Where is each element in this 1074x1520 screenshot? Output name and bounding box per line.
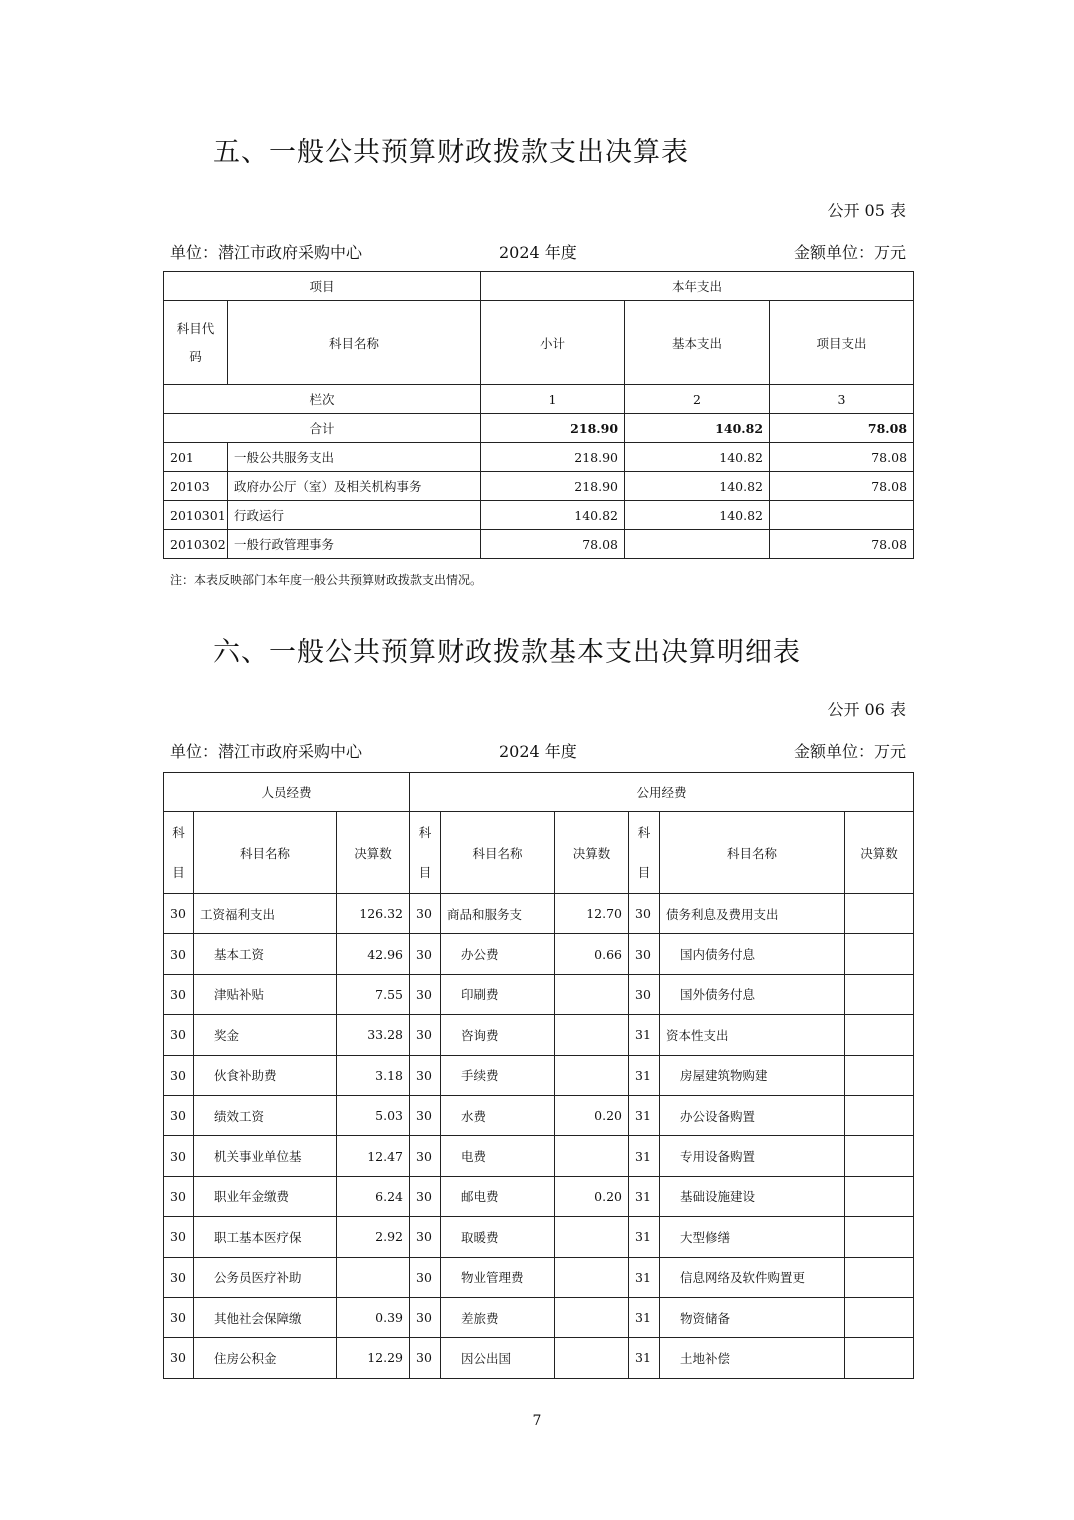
project-value [770,501,914,530]
header-subtotal: 小计 [481,301,625,385]
subject-name: 一般行政管理事务 [228,530,481,559]
amount-value [845,1257,914,1297]
subject-code: 30 [410,1297,441,1337]
subject-code: 30 [164,1297,194,1337]
column-index-3: 3 [770,385,914,414]
amount-value: 3.18 [337,1055,410,1095]
section5-year: 2024 年度 [499,243,577,262]
subject-code: 30 [410,1217,441,1257]
subject-code: 30 [410,1015,441,1055]
total-project: 78.08 [770,414,914,443]
amount-value: 0.20 [555,1176,629,1216]
subject-name: 商品和服务支 [441,894,555,934]
section6-amount-unit: 金额单位：万元 [793,742,906,761]
subject-name: 物资储备 [660,1297,845,1337]
amount-value: 126.32 [337,894,410,934]
subject-code: 2010301 [164,501,228,530]
amount-value [845,974,914,1014]
subject-code: 31 [629,1217,660,1257]
subject-name: 大型修缮 [660,1217,845,1257]
subject-name: 奖金 [194,1015,337,1055]
subject-code: 30 [410,894,441,934]
subject-name: 差旅费 [441,1297,555,1337]
subject-name: 信息网络及软件购置更 [660,1257,845,1297]
subtotal-value: 78.08 [481,530,625,559]
header-name: 科目名称 [441,812,555,894]
subject-name: 政府办公厅（室）及相关机构事务 [228,472,481,501]
amount-value [555,1217,629,1257]
header-name: 科目名称 [660,812,845,894]
subject-name: 伙食补助费 [194,1055,337,1095]
header-name: 科目名称 [228,301,481,385]
subject-name: 债务利息及费用支出 [660,894,845,934]
header-code: 科目代码 [164,301,228,385]
amount-value: 0.20 [555,1095,629,1135]
table-row [164,1257,914,1297]
subject-name: 职工基本医疗保 [194,1217,337,1257]
amount-value: 12.70 [555,894,629,934]
subject-name: 工资福利支出 [194,894,337,934]
section5-title: 五、一般公共预算财政拨款支出决算表 [213,137,689,168]
project-value: 78.08 [770,530,914,559]
subject-code: 20103 [164,472,228,501]
amount-value: 12.47 [337,1136,410,1176]
subject-name: 水费 [441,1095,555,1135]
subject-code: 30 [164,894,194,934]
header-basic: 基本支出 [625,301,770,385]
subject-name: 办公费 [441,934,555,974]
amount-value [845,1136,914,1176]
subject-code: 30 [164,1176,194,1216]
table-row [164,1297,914,1337]
project-value: 78.08 [770,443,914,472]
basic-value: 140.82 [625,443,770,472]
amount-value [555,1338,629,1378]
subject-name: 国内债务付息 [660,934,845,974]
project-value: 78.08 [770,472,914,501]
amount-value [845,1055,914,1095]
table-row [164,1338,914,1378]
header-amount: 决算数 [555,812,629,894]
subject-name: 房屋建筑物购建 [660,1055,845,1095]
subject-name: 专用设备购置 [660,1136,845,1176]
header-subject: 科 目 [410,812,441,894]
subject-code: 30 [164,1217,194,1257]
amount-value [845,934,914,974]
total-subtotal: 218.90 [481,414,625,443]
header-name: 科目名称 [194,812,337,894]
table-row [164,501,914,530]
header-current-year: 本年支出 [481,272,914,301]
column-index-label: 栏次 [164,385,481,414]
subject-name: 绩效工资 [194,1095,337,1135]
amount-value: 0.39 [337,1297,410,1337]
subject-name: 机关事业单位基 [194,1136,337,1176]
amount-value [845,1297,914,1337]
subject-code: 30 [164,1136,194,1176]
section6-year: 2024 年度 [499,742,577,761]
subject-code: 31 [629,1095,660,1135]
subject-code: 30 [629,974,660,1014]
amount-value: 0.66 [555,934,629,974]
table-row [164,472,914,501]
subject-code: 30 [164,974,194,1014]
subject-code: 31 [629,1136,660,1176]
subject-code: 30 [410,1136,441,1176]
header-amount: 决算数 [337,812,410,894]
amount-value [845,1217,914,1257]
subject-code: 31 [629,1015,660,1055]
header-subject: 科 目 [629,812,660,894]
table-row [164,974,914,1014]
page-number: 7 [532,1413,542,1429]
subject-name: 因公出国 [441,1338,555,1378]
subject-name: 基本工资 [194,934,337,974]
subtotal-value: 218.90 [481,443,625,472]
amount-value [555,974,629,1014]
amount-value [555,1297,629,1337]
table-row [164,530,914,559]
subject-name: 国外债务付息 [660,974,845,1014]
section6-table-no: 公开 06 表 [827,700,906,719]
header-item: 项目 [164,272,481,301]
section5-amount-unit: 金额单位：万元 [793,243,906,262]
amount-value: 12.29 [337,1338,410,1378]
subject-code: 31 [629,1055,660,1095]
table-row [164,894,914,934]
subject-name: 邮电费 [441,1176,555,1216]
header-public: 公用经费 [410,773,914,812]
subject-code: 201 [164,443,228,472]
subject-code: 30 [410,1176,441,1216]
subject-code: 2010302 [164,530,228,559]
subject-name: 一般公共服务支出 [228,443,481,472]
subject-code: 31 [629,1297,660,1337]
subject-code: 30 [410,1338,441,1378]
subject-name: 住房公积金 [194,1338,337,1378]
subject-name: 物业管理费 [441,1257,555,1297]
subtotal-value: 218.90 [481,472,625,501]
amount-value: 33.28 [337,1015,410,1055]
table-row [164,1095,914,1135]
header-row [164,812,914,894]
total-label: 合计 [164,414,481,443]
amount-value: 6.24 [337,1176,410,1216]
header-amount: 决算数 [845,812,914,894]
section5-table-no: 公开 05 表 [827,201,906,220]
subject-name: 电费 [441,1136,555,1176]
amount-value [337,1257,410,1297]
subject-name: 咨询费 [441,1015,555,1055]
subject-name: 职业年金缴费 [194,1176,337,1216]
column-index-1: 1 [481,385,625,414]
basic-value [625,530,770,559]
table-row [164,1176,914,1216]
subject-code: 30 [164,1015,194,1055]
subject-code: 30 [629,894,660,934]
section5-note: 注：本表反映部门本年度一般公共预算财政拨款支出情况。 [170,573,483,587]
header-project: 项目支出 [770,301,914,385]
amount-value [555,1015,629,1055]
subject-code: 31 [629,1338,660,1378]
amount-value [555,1257,629,1297]
subject-code: 30 [164,1338,194,1378]
subject-name: 办公设备购置 [660,1095,845,1135]
subject-name: 公务员医疗补助 [194,1257,337,1297]
header-personnel: 人员经费 [164,773,410,812]
amount-value: 2.92 [337,1217,410,1257]
subtotal-value: 140.82 [481,501,625,530]
subject-code: 30 [410,974,441,1014]
header-subject: 科 目 [164,812,194,894]
total-basic: 140.82 [625,414,770,443]
section6-table [163,772,914,1379]
amount-value: 5.03 [337,1095,410,1135]
basic-value: 140.82 [625,472,770,501]
subject-code: 30 [164,1055,194,1095]
subject-name: 津贴补贴 [194,974,337,1014]
subject-code: 30 [629,934,660,974]
section5-table [163,271,914,559]
subject-name: 其他社会保障缴 [194,1297,337,1337]
subject-name: 取暖费 [441,1217,555,1257]
amount-value: 7.55 [337,974,410,1014]
amount-value [555,1055,629,1095]
subject-name: 土地补偿 [660,1338,845,1378]
subject-code: 30 [164,1095,194,1135]
subject-name: 基础设施建设 [660,1176,845,1216]
subject-name: 印刷费 [441,974,555,1014]
amount-value [555,1136,629,1176]
subject-code: 30 [164,1257,194,1297]
table-row [164,934,914,974]
section5-unit: 单位：潜江市政府采购中心 [170,243,363,262]
section6-title: 六、一般公共预算财政拨款基本支出决算明细表 [213,637,801,668]
basic-value: 140.82 [625,501,770,530]
subject-code: 30 [410,1095,441,1135]
amount-value [845,1176,914,1216]
table-row [164,1055,914,1095]
amount-value: 42.96 [337,934,410,974]
amount-value [845,1095,914,1135]
table-row [164,443,914,472]
subject-name: 手续费 [441,1055,555,1095]
subject-code: 31 [629,1257,660,1297]
amount-value [845,1338,914,1378]
subject-code: 30 [410,1055,441,1095]
subject-code: 30 [164,934,194,974]
amount-value [845,894,914,934]
table-row [164,1217,914,1257]
subject-name: 资本性支出 [660,1015,845,1055]
amount-value [845,1015,914,1055]
table-row [164,1015,914,1055]
subject-code: 30 [410,934,441,974]
table-row [164,1136,914,1176]
subject-name: 行政运行 [228,501,481,530]
section6-unit: 单位：潜江市政府采购中心 [170,742,363,761]
subject-code: 30 [410,1257,441,1297]
column-index-2: 2 [625,385,770,414]
subject-code: 31 [629,1176,660,1216]
